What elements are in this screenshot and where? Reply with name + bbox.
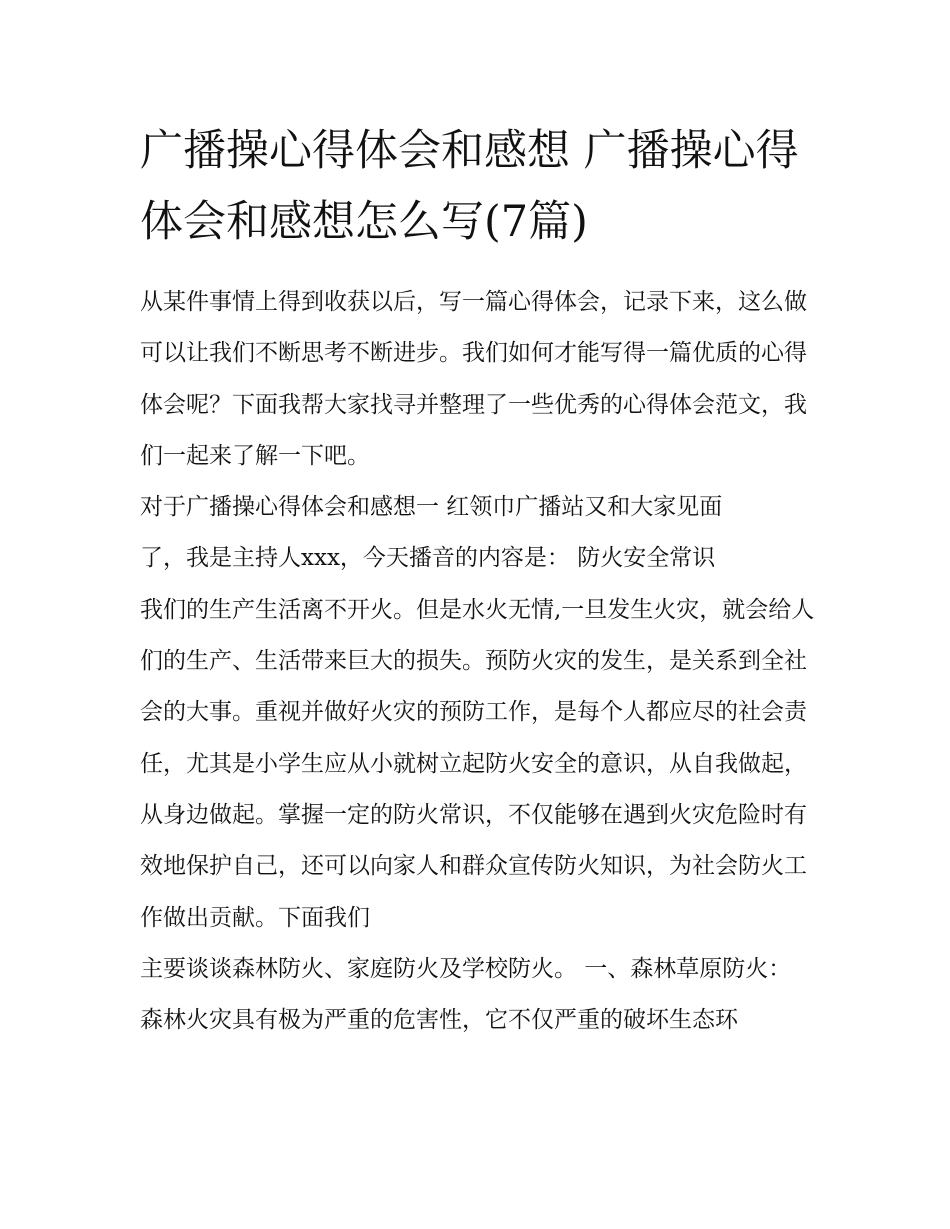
paragraph-topics: 主要谈谈森林防火、家庭防火及学校防火。 一、森林草原防火： bbox=[140, 955, 792, 982]
paragraph-intro: 从某件事情上得到收获以后，写一篇心得体会，记录下来，这么做可以让我们不断思考不断进步。我们如何才能写得一篇优质的心得体会呢？下面我帮大家找寻并整理了一些优秀的心得体会范文，我们一起来了解一下吧。 bbox=[140, 289, 807, 469]
paragraph-forest-fire: 森林火灾具有极为严重的危害性，它不仅严重的破坏生态环 bbox=[140, 1007, 738, 1034]
document-title: 广播操心得体会和感想 广播操心得体会和感想怎么写(7篇) bbox=[140, 126, 799, 247]
paragraph-host-intro: 了，我是主持人xxx，今天播音的内容是： 防火安全常识 bbox=[140, 545, 716, 572]
document-body bbox=[140, 277, 820, 1046]
paragraph-fire-safety: 我们的生产生活离不开火。但是水火无情,一旦发生火灾，就会给人们的生产、生活带来巨大的损失。预防火灾的发生，是关系到全社会的大事。重视并做好火灾的预防工作，是每个人都应尽的社会责任，尤其是小学生应从小就树立起防火安全的意识，从自我做起，从身边做起。掌握一定的防火常识，不仅能够在遇到火灾危险时有效地保护自己，还可以向家人和群众宣传防火知识，为社会防火工作做出贡献。下面我们 bbox=[140, 596, 815, 931]
paragraph-section-one-heading: 对于广播操心得体会和感想一 红领巾广播站又和大家见面 bbox=[140, 494, 723, 521]
